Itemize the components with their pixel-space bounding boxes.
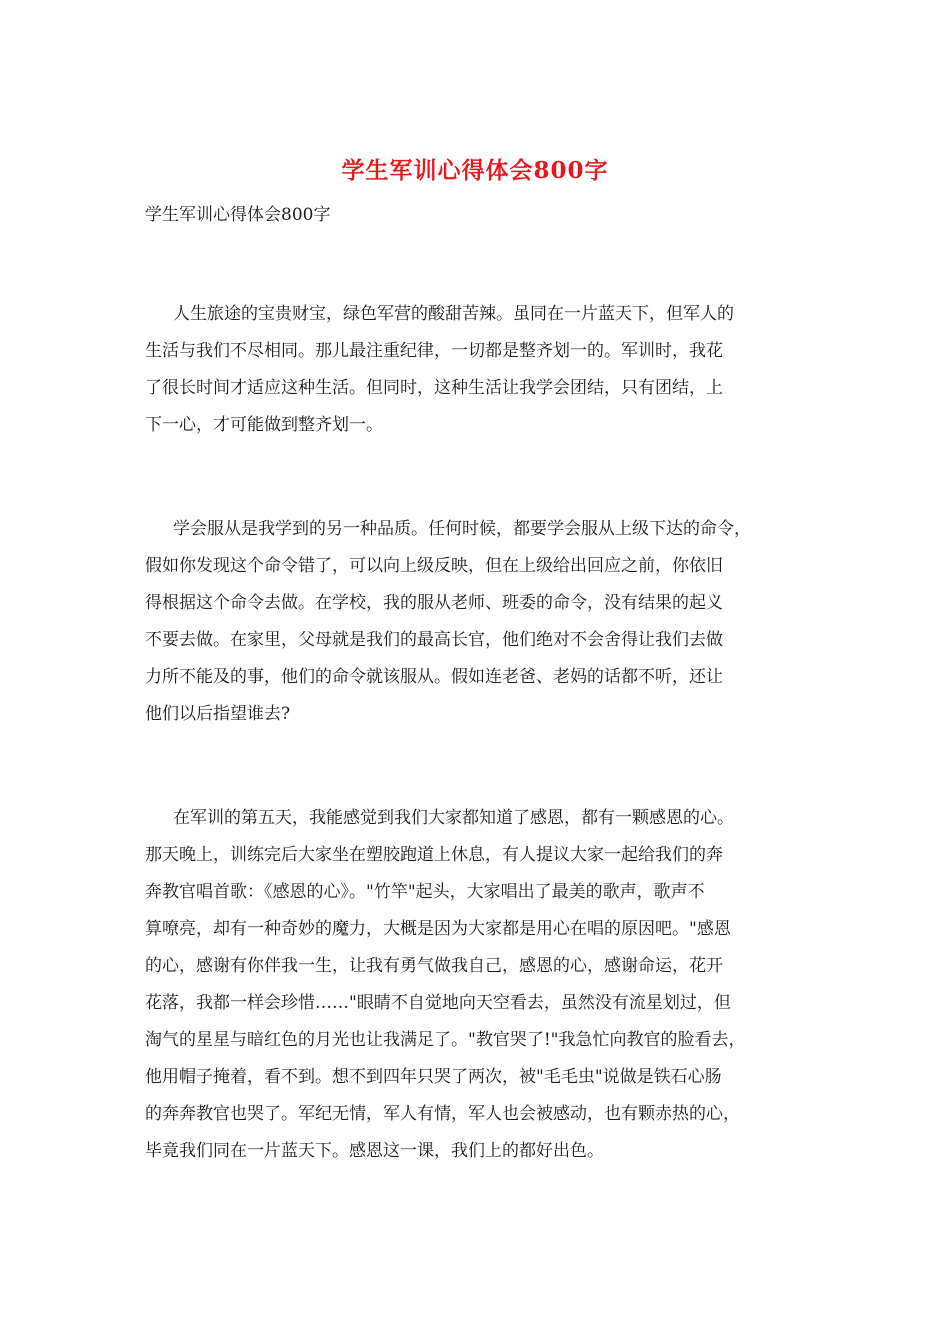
paragraph-line: 算嘹亮，却有一种奇妙的魔力，大概是因为大家都是用心在唱的原因吧。"感恩 xyxy=(145,919,731,939)
paragraph-line: 得根据这个命令去做。在学校，我的服从老师、班委的命令，没有结果的起义 xyxy=(145,593,723,613)
paragraph-2 xyxy=(145,511,815,733)
paragraph-line: 学会服从是我学到的另一种品质。任何时候，都要学会服从上级下达的命令， xyxy=(173,519,751,539)
paragraph-line: 生活与我们不尽相同。那儿最注重纪律，一切都是整齐划一的。军训时，我花 xyxy=(145,341,723,361)
paragraph-line: 在军训的第五天，我能感觉到我们大家都知道了感恩，都有一颗感恩的心。 xyxy=(173,808,734,828)
paragraph-line: 奔教官唱首歌：《感恩的心》。"竹竿"起头，大家唱出了最美的歌声，歌声不 xyxy=(145,882,705,902)
paragraph-line: 假如你发现这个命令错了，可以向上级反映，但在上级给出回应之前，你依旧 xyxy=(145,556,723,576)
paragraph-line: 花落，我都一样会珍惜……"眼睛不自觉地向天空看去，虽然没有流星划过，但 xyxy=(145,993,731,1013)
paragraph-line: 他用帽子掩着，看不到。想不到四年只哭了两次，被"毛毛虫"说做是铁石心肠 xyxy=(145,1067,722,1087)
paragraph-line: 的奔奔教官也哭了。军纪无情，军人有情，军人也会被感动，也有颗赤热的心， xyxy=(145,1104,740,1124)
paragraph-line: 毕竟我们同在一片蓝天下。感恩这一课，我们上的都好出色。 xyxy=(145,1141,604,1161)
paragraph-line: 不要去做。在家里，父母就是我们的最高长官，他们绝对不会舍得让我们去做 xyxy=(145,630,723,650)
document-subtitle: 学生军训心得体会800字 xyxy=(145,205,331,225)
paragraph-line: 力所不能及的事，他们的命令就该服从。假如连老爸、老妈的话都不听，还让 xyxy=(145,667,723,687)
paragraph-line: 下一心，才可能做到整齐划一。 xyxy=(145,415,383,435)
paragraph-3 xyxy=(145,800,815,1170)
paragraph-line: 他们以后指望谁去? xyxy=(145,704,291,724)
paragraph-line: 淘气的星星与暗红色的月光也让我满足了。"教官哭了!"我急忙向教官的脸看去， xyxy=(145,1030,746,1050)
paragraph-line: 了很长时间才适应这种生活。但同时，这种生活让我学会团结，只有团结，上 xyxy=(145,378,723,398)
paragraph-1 xyxy=(145,296,815,444)
paragraph-line: 的心，感谢有你伴我一生，让我有勇气做我自己，感恩的心，感谢命运，花开 xyxy=(145,956,723,976)
document-title: 学生军训心得体会800字 xyxy=(341,157,609,184)
paragraph-line: 那天晚上，训练完后大家坐在塑胶跑道上休息，有人提议大家一起给我们的奔 xyxy=(145,845,723,865)
paragraph-line: 人生旅途的宝贵财宝，绿色军营的酸甜苦辣。虽同在一片蓝天下，但军人的 xyxy=(173,304,734,324)
